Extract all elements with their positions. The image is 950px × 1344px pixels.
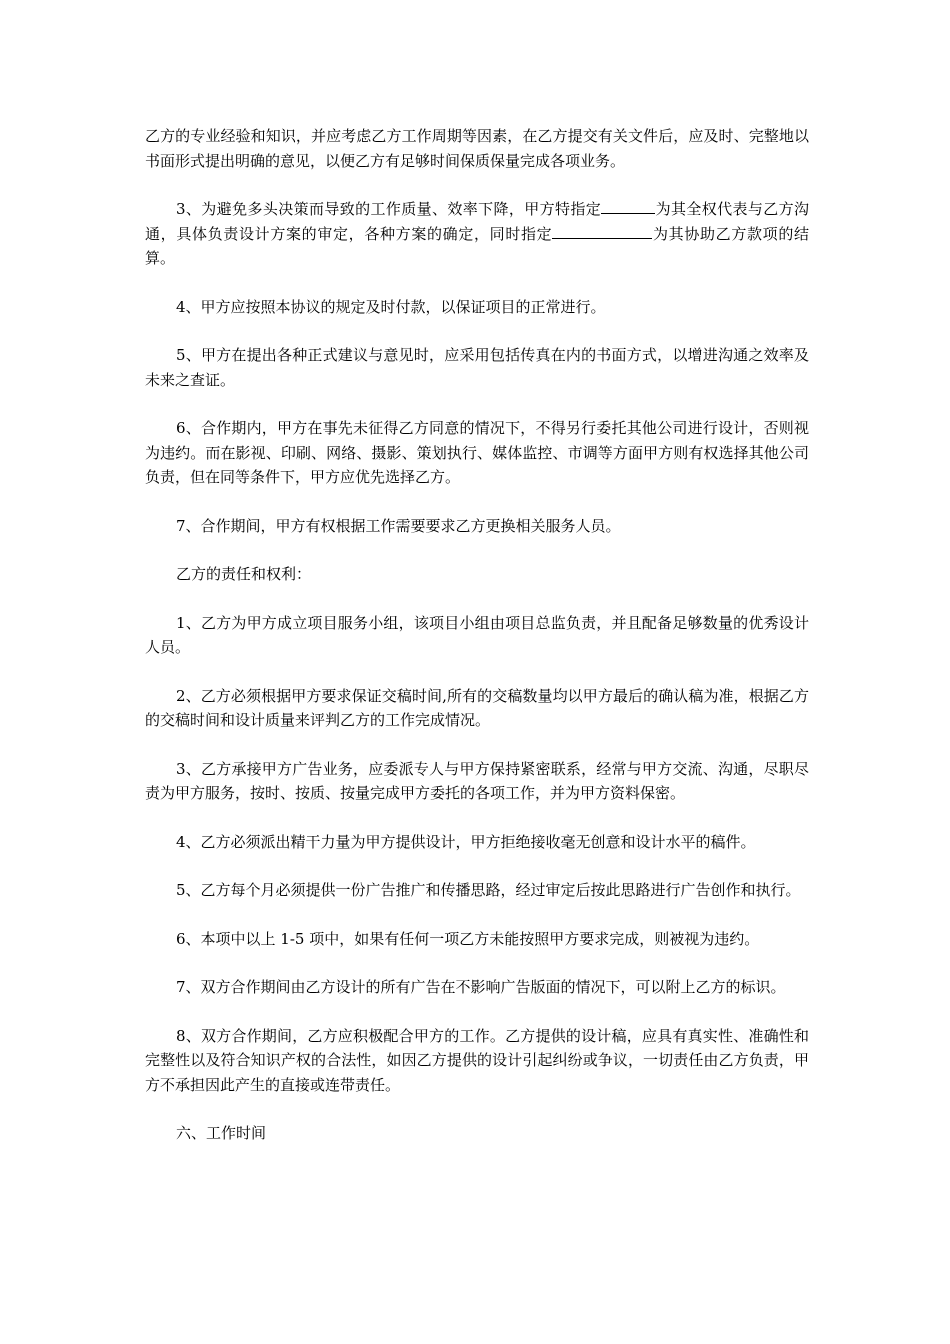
paragraph-clause-8-party-b: 8、双方合作期间，乙方应积极配合甲方的工作。乙方提供的设计稿，应具有真实性、准确性和完整性以及符合知识产权的合法性，如因乙方提供的设计引起纠纷或争议，一切责任由乙方负责，甲方不承担因此产生的直接或连带责任。 bbox=[145, 1026, 809, 1094]
paragraph-clause-3-party-b: 3、乙方承接甲方广告业务，应委派专人与甲方保持紧密联系，经常与甲方交流、沟通，尽职尽责为甲方服务，按时、按质、按量完成甲方委托的各项工作，并为甲方资料保密。 bbox=[145, 759, 809, 802]
paragraph-clause-7-party-a: 7、合作期间，甲方有权根据工作需要要求乙方更换相关服务人员。 bbox=[176, 516, 621, 535]
paragraph-clause-5-party-b: 5、乙方每个月必须提供一份广告推广和传播思路，经过审定后按此思路进行广告创作和执行。 bbox=[176, 881, 801, 899]
paragraph-clause-1-party-b: 1、乙方为甲方成立项目服务小组，该项目小组由项目总监负责，并且配备足够数量的优秀设计人员。 bbox=[145, 613, 809, 656]
clause-text-start: 3、为避免多头决策而导致的工作质量、效率下降，甲方特指定 bbox=[176, 200, 602, 218]
assistant-blank bbox=[552, 223, 652, 239]
paragraph-clause-3-party-a bbox=[145, 197, 809, 271]
clause-text-mid: 为其全权代表与乙方沟通，具体负责设计方案的审定，各种方案的确定，同时指定 bbox=[145, 200, 809, 243]
paragraph-clause-7-party-b: 7、双方合作期间由乙方设计的所有广告在不影响广告版面的情况下，可以附上乙方的标识。 bbox=[176, 978, 786, 996]
paragraph-clause-5-party-a: 5、甲方在提出各种正式建议与意见时，应采用包括传真在内的书面方式，以增进沟通之效率及未来之查证。 bbox=[145, 346, 809, 389]
paragraph-clause-6-party-b: 6、本项中以上 1-5 项中，如果有任何一项乙方未能按照甲方要求完成，则被视为违约。 bbox=[176, 929, 760, 948]
paragraph-clause-2-party-b: 2、乙方必须根据甲方要求保证交稿时间,所有的交稿数量均以甲方最后的确认稿为准，根据乙方的交稿时间和设计质量来评判乙方的工作完成情况。 bbox=[145, 686, 809, 729]
section-heading-work-time: 六、工作时间 bbox=[176, 1124, 267, 1142]
paragraph-continuation: 乙方的专业经验和知识，并应考虑乙方工作周期等因素，在乙方提交有关文件后，应及时、完整地以书面形式提出明确的意见，以便乙方有足够时间保质保量完成各项业务。 bbox=[145, 127, 809, 170]
section-heading-party-b: 乙方的责任和权利： bbox=[176, 565, 312, 583]
representative-blank bbox=[601, 198, 655, 214]
document-page bbox=[145, 124, 809, 1170]
clause-text-end: 为其协助乙方款项的结算。 bbox=[145, 224, 809, 267]
paragraph-clause-4-party-b: 4、乙方必须派出精干力量为甲方提供设计，甲方拒绝接收毫无创意和设计水平的稿件。 bbox=[176, 832, 756, 851]
paragraph-clause-4-party-a: 4、甲方应按照本协议的规定及时付款，以保证项目的正常进行。 bbox=[176, 297, 606, 316]
paragraph-clause-6-party-a: 6、合作期内，甲方在事先未征得乙方同意的情况下，不得另行委托其他公司进行设计，否则视为违约。而在影视、印刷、网络、摄影、策划执行、媒体监控、市调等方面甲方则有权选择其他公司负责，但在同等条件下，甲方应优先选择乙方。 bbox=[145, 419, 809, 486]
